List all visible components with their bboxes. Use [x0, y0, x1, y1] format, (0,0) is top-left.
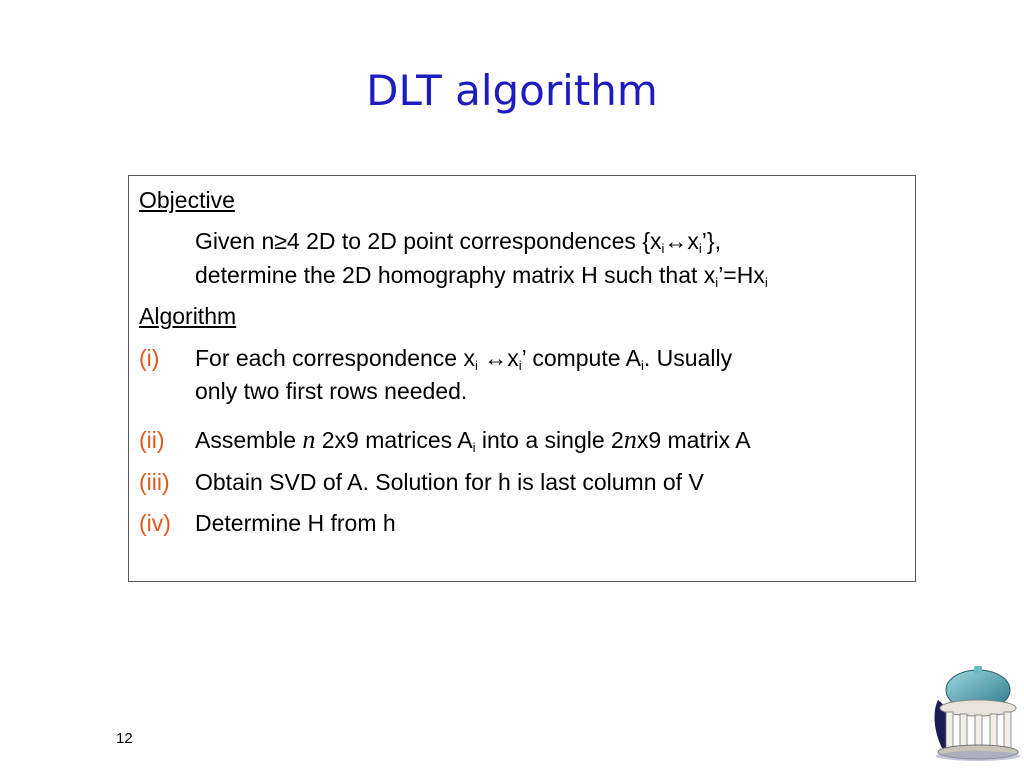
step-text-continued: only two first rows needed.: [195, 378, 468, 404]
step-number: (iv): [139, 510, 171, 536]
step-text: For each correspondence $x_i$ $\leftrightarrow x_i$’ compute $A_i$. Usually: [195, 345, 733, 373]
step-number: (i): [139, 345, 160, 371]
step-number: (ii): [139, 427, 165, 453]
step-text: Determine H from h: [195, 510, 396, 536]
page-number: 12: [116, 730, 133, 747]
slide-title: DLT algorithm: [366, 66, 658, 115]
objective-heading: Objective: [139, 187, 235, 213]
content-box: [128, 175, 916, 582]
step-text: Obtain SVD of A. Solution for h is last column of V: [195, 469, 704, 495]
algorithm-heading: Algorithm: [139, 303, 237, 329]
step-number: (iii): [139, 469, 170, 495]
objective-line-1: Given n≥4 2D to 2D point correspondences $\{x_i\leftrightarrow x_i’\}$,: [195, 228, 721, 256]
step-text: Assemble n 2x9 matrices $A_i$ into a single 2nx9 matrix A: [195, 425, 751, 455]
old-well-dome-logo: [930, 662, 1020, 762]
objective-line-2: determine the 2D homography matrix H such that $x_i’=Hx_i$: [195, 262, 768, 290]
